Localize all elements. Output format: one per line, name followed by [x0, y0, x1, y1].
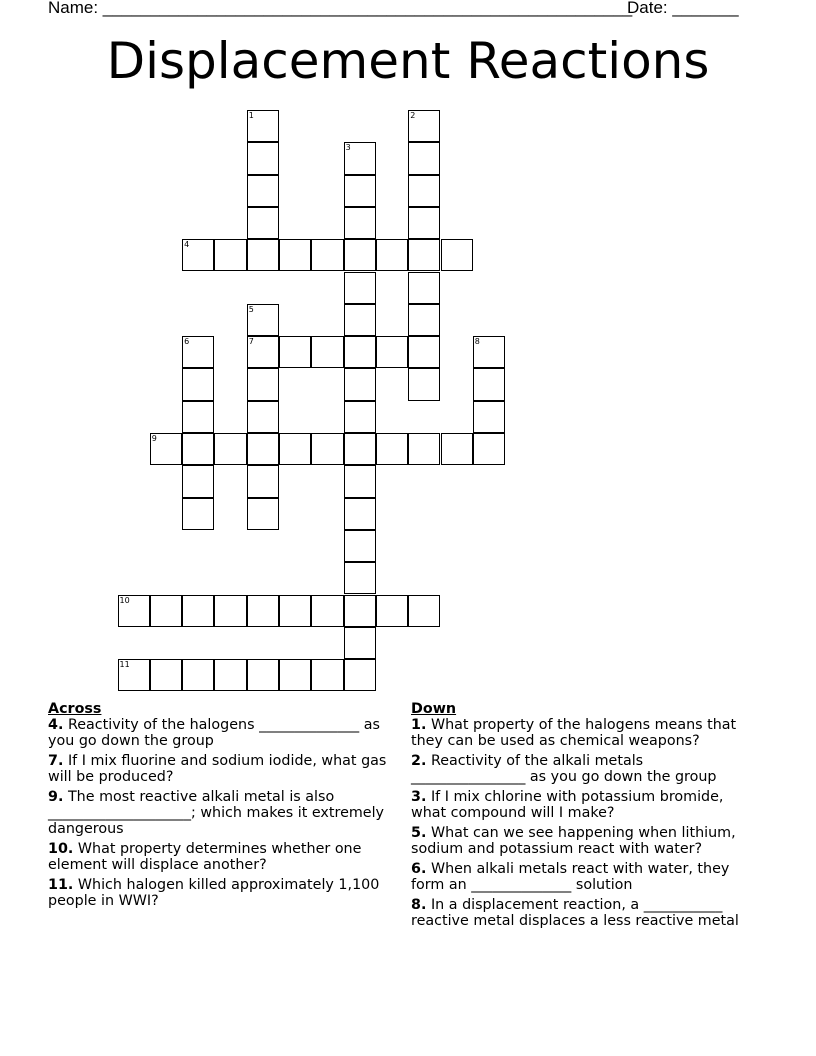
grid-cell[interactable]	[344, 142, 376, 174]
grid-cell[interactable]	[247, 401, 279, 433]
grid-cell[interactable]	[182, 368, 214, 400]
grid-cell[interactable]	[247, 659, 279, 691]
clue-text: What property of the halogens means that they can be used as chemical weapons?	[411, 717, 737, 750]
grid-cell[interactable]	[376, 239, 408, 271]
grid-cell[interactable]	[279, 239, 311, 271]
grid-cell[interactable]	[376, 433, 408, 465]
cell-number: 11	[119, 660, 130, 670]
clue-number: 5.	[411, 824, 427, 841]
grid-cell[interactable]	[247, 368, 279, 400]
down-clues	[411, 701, 756, 933]
clue-text: When alkali metals react with water, they form an ______________ solution	[411, 860, 730, 894]
grid-cell[interactable]	[247, 336, 279, 368]
clue-number: 4.	[48, 717, 64, 734]
grid-cell[interactable]	[344, 175, 376, 207]
clue-text: The most reactive alkali metal is also ____________________; which makes it extremely dangerous	[48, 789, 385, 838]
across-heading: Across	[48, 701, 102, 717]
grid-cell[interactable]	[182, 498, 214, 530]
cell-number: 2	[410, 111, 416, 120]
grid-cell[interactable]	[376, 595, 408, 627]
grid-cell[interactable]	[441, 433, 473, 465]
grid-cell[interactable]	[247, 239, 279, 271]
clue-number: 7.	[48, 753, 64, 770]
clue-text: Which halogen killed approximately 1,100 people in WWI?	[48, 877, 380, 910]
cell-number: 10	[119, 595, 130, 605]
grid-cell[interactable]	[344, 627, 376, 659]
grid-cell[interactable]	[344, 465, 376, 497]
cell-number: 6	[184, 337, 190, 347]
clue-text: What property determines whether one element will displace another?	[48, 841, 362, 874]
down-clue-5	[411, 825, 756, 857]
grid-cell[interactable]	[344, 659, 376, 691]
grid-cell[interactable]	[247, 465, 279, 497]
grid-cell[interactable]	[344, 336, 376, 368]
grid-cell[interactable]	[408, 175, 440, 207]
grid-cell[interactable]	[344, 433, 376, 465]
grid-cell[interactable]	[279, 595, 311, 627]
grid-cell[interactable]	[344, 368, 376, 400]
clue-number: 8.	[411, 896, 427, 913]
cell-number: 1	[248, 111, 254, 120]
down-clue-1	[411, 717, 756, 749]
grid-cell[interactable]	[408, 368, 440, 400]
grid-cell[interactable]	[247, 142, 279, 174]
grid-cell[interactable]	[247, 304, 279, 336]
grid-cell[interactable]	[311, 336, 343, 368]
grid-cell[interactable]	[118, 595, 150, 627]
grid-cell[interactable]	[473, 401, 505, 433]
grid-cell[interactable]	[311, 239, 343, 271]
grid-cell[interactable]	[182, 239, 214, 271]
grid-cell[interactable]	[473, 368, 505, 400]
grid-cell[interactable]	[344, 562, 376, 594]
cell-number: 7	[248, 337, 254, 347]
cell-number: 9	[151, 434, 157, 443]
across-clue-7	[48, 753, 398, 785]
across-clues	[48, 701, 398, 913]
grid-cell[interactable]	[344, 530, 376, 562]
clue-number: 11.	[48, 877, 74, 894]
grid-cell[interactable]	[344, 498, 376, 530]
clue-number: 9.	[48, 789, 64, 806]
down-heading: Down	[411, 701, 457, 717]
grid-cell[interactable]	[408, 304, 440, 336]
grid-cell[interactable]	[182, 595, 214, 627]
grid-cell[interactable]	[214, 659, 246, 691]
grid-cell[interactable]	[247, 498, 279, 530]
grid-cell[interactable]	[118, 659, 150, 691]
clue-text: If I mix fluorine and sodium iodide, what gas will be produced?	[48, 753, 387, 786]
grid-cell[interactable]	[311, 433, 343, 465]
down-clue-3	[411, 789, 756, 821]
cell-number: 3	[345, 143, 351, 153]
across-clue-9	[48, 789, 398, 838]
cell-number: 8	[474, 337, 480, 347]
grid-cell[interactable]	[344, 239, 376, 271]
grid-cell[interactable]	[408, 239, 440, 271]
grid-cell[interactable]	[182, 401, 214, 433]
clue-text: If I mix chlorine with potassium bromide, what compound will I make?	[411, 789, 724, 822]
grid-cell[interactable]	[408, 595, 440, 627]
grid-cell[interactable]	[247, 110, 279, 142]
grid-cell[interactable]	[247, 207, 279, 239]
grid-cell[interactable]	[344, 401, 376, 433]
grid-cell[interactable]	[279, 659, 311, 691]
grid-cell[interactable]	[214, 595, 246, 627]
across-clue-10	[48, 841, 398, 873]
cell-number: 4	[184, 240, 190, 250]
grid-cell[interactable]	[408, 433, 440, 465]
down-clue-6	[411, 861, 756, 893]
grid-cell[interactable]	[344, 595, 376, 627]
grid-cell[interactable]	[344, 304, 376, 336]
grid-cell[interactable]	[344, 272, 376, 304]
down-clue-2	[411, 753, 756, 785]
grid-cell[interactable]	[214, 433, 246, 465]
clue-text: Reactivity of the alkali metals ________________ as you go down the group	[411, 753, 717, 786]
grid-cell[interactable]	[150, 433, 182, 465]
cell-number: 5	[248, 304, 254, 314]
grid-cell[interactable]	[473, 433, 505, 465]
grid-cell[interactable]	[182, 659, 214, 691]
grid-cell[interactable]	[247, 595, 279, 627]
clue-number: 2.	[411, 753, 427, 770]
grid-cell[interactable]	[279, 336, 311, 368]
grid-cell[interactable]	[150, 595, 182, 627]
clue-number: 6.	[411, 860, 427, 877]
grid-cell[interactable]	[408, 110, 440, 142]
grid-cell[interactable]	[247, 433, 279, 465]
grid-cell[interactable]	[182, 433, 214, 465]
across-clue-4	[48, 717, 398, 749]
clue-text: Reactivity of the halogens ______________ as you go down the group	[48, 717, 380, 750]
across-clue-11	[48, 877, 398, 909]
date-field-label[interactable]: Date: _______	[627, 0, 739, 17]
clue-number: 1.	[411, 717, 427, 734]
grid-cell[interactable]	[473, 336, 505, 368]
clue-number: 10.	[48, 841, 74, 858]
grid-cell[interactable]	[376, 336, 408, 368]
clue-text: What can we see happening when lithium, sodium and potassium react with water?	[411, 824, 736, 858]
down-clue-8	[411, 897, 756, 929]
grid-cell[interactable]	[182, 336, 214, 368]
grid-cell[interactable]	[279, 433, 311, 465]
grid-cell[interactable]	[150, 659, 182, 691]
grid-cell[interactable]	[441, 239, 473, 271]
grid-cell[interactable]	[182, 465, 214, 497]
grid-cell[interactable]	[311, 659, 343, 691]
grid-cell[interactable]	[247, 175, 279, 207]
grid-cell[interactable]	[344, 207, 376, 239]
grid-cell[interactable]	[408, 142, 440, 174]
clue-text: In a displacement reaction, a ___________ reactive metal displaces a less reactive metal	[411, 896, 739, 929]
grid-cell[interactable]	[408, 336, 440, 368]
grid-cell[interactable]	[408, 272, 440, 304]
name-field-label[interactable]: Name: ________________________________________________________	[48, 0, 633, 17]
grid-cell[interactable]	[311, 595, 343, 627]
clue-number: 3.	[411, 789, 427, 806]
grid-cell[interactable]	[408, 207, 440, 239]
grid-cell[interactable]	[214, 239, 246, 271]
page-title: Displacement Reactions	[106, 32, 710, 90]
